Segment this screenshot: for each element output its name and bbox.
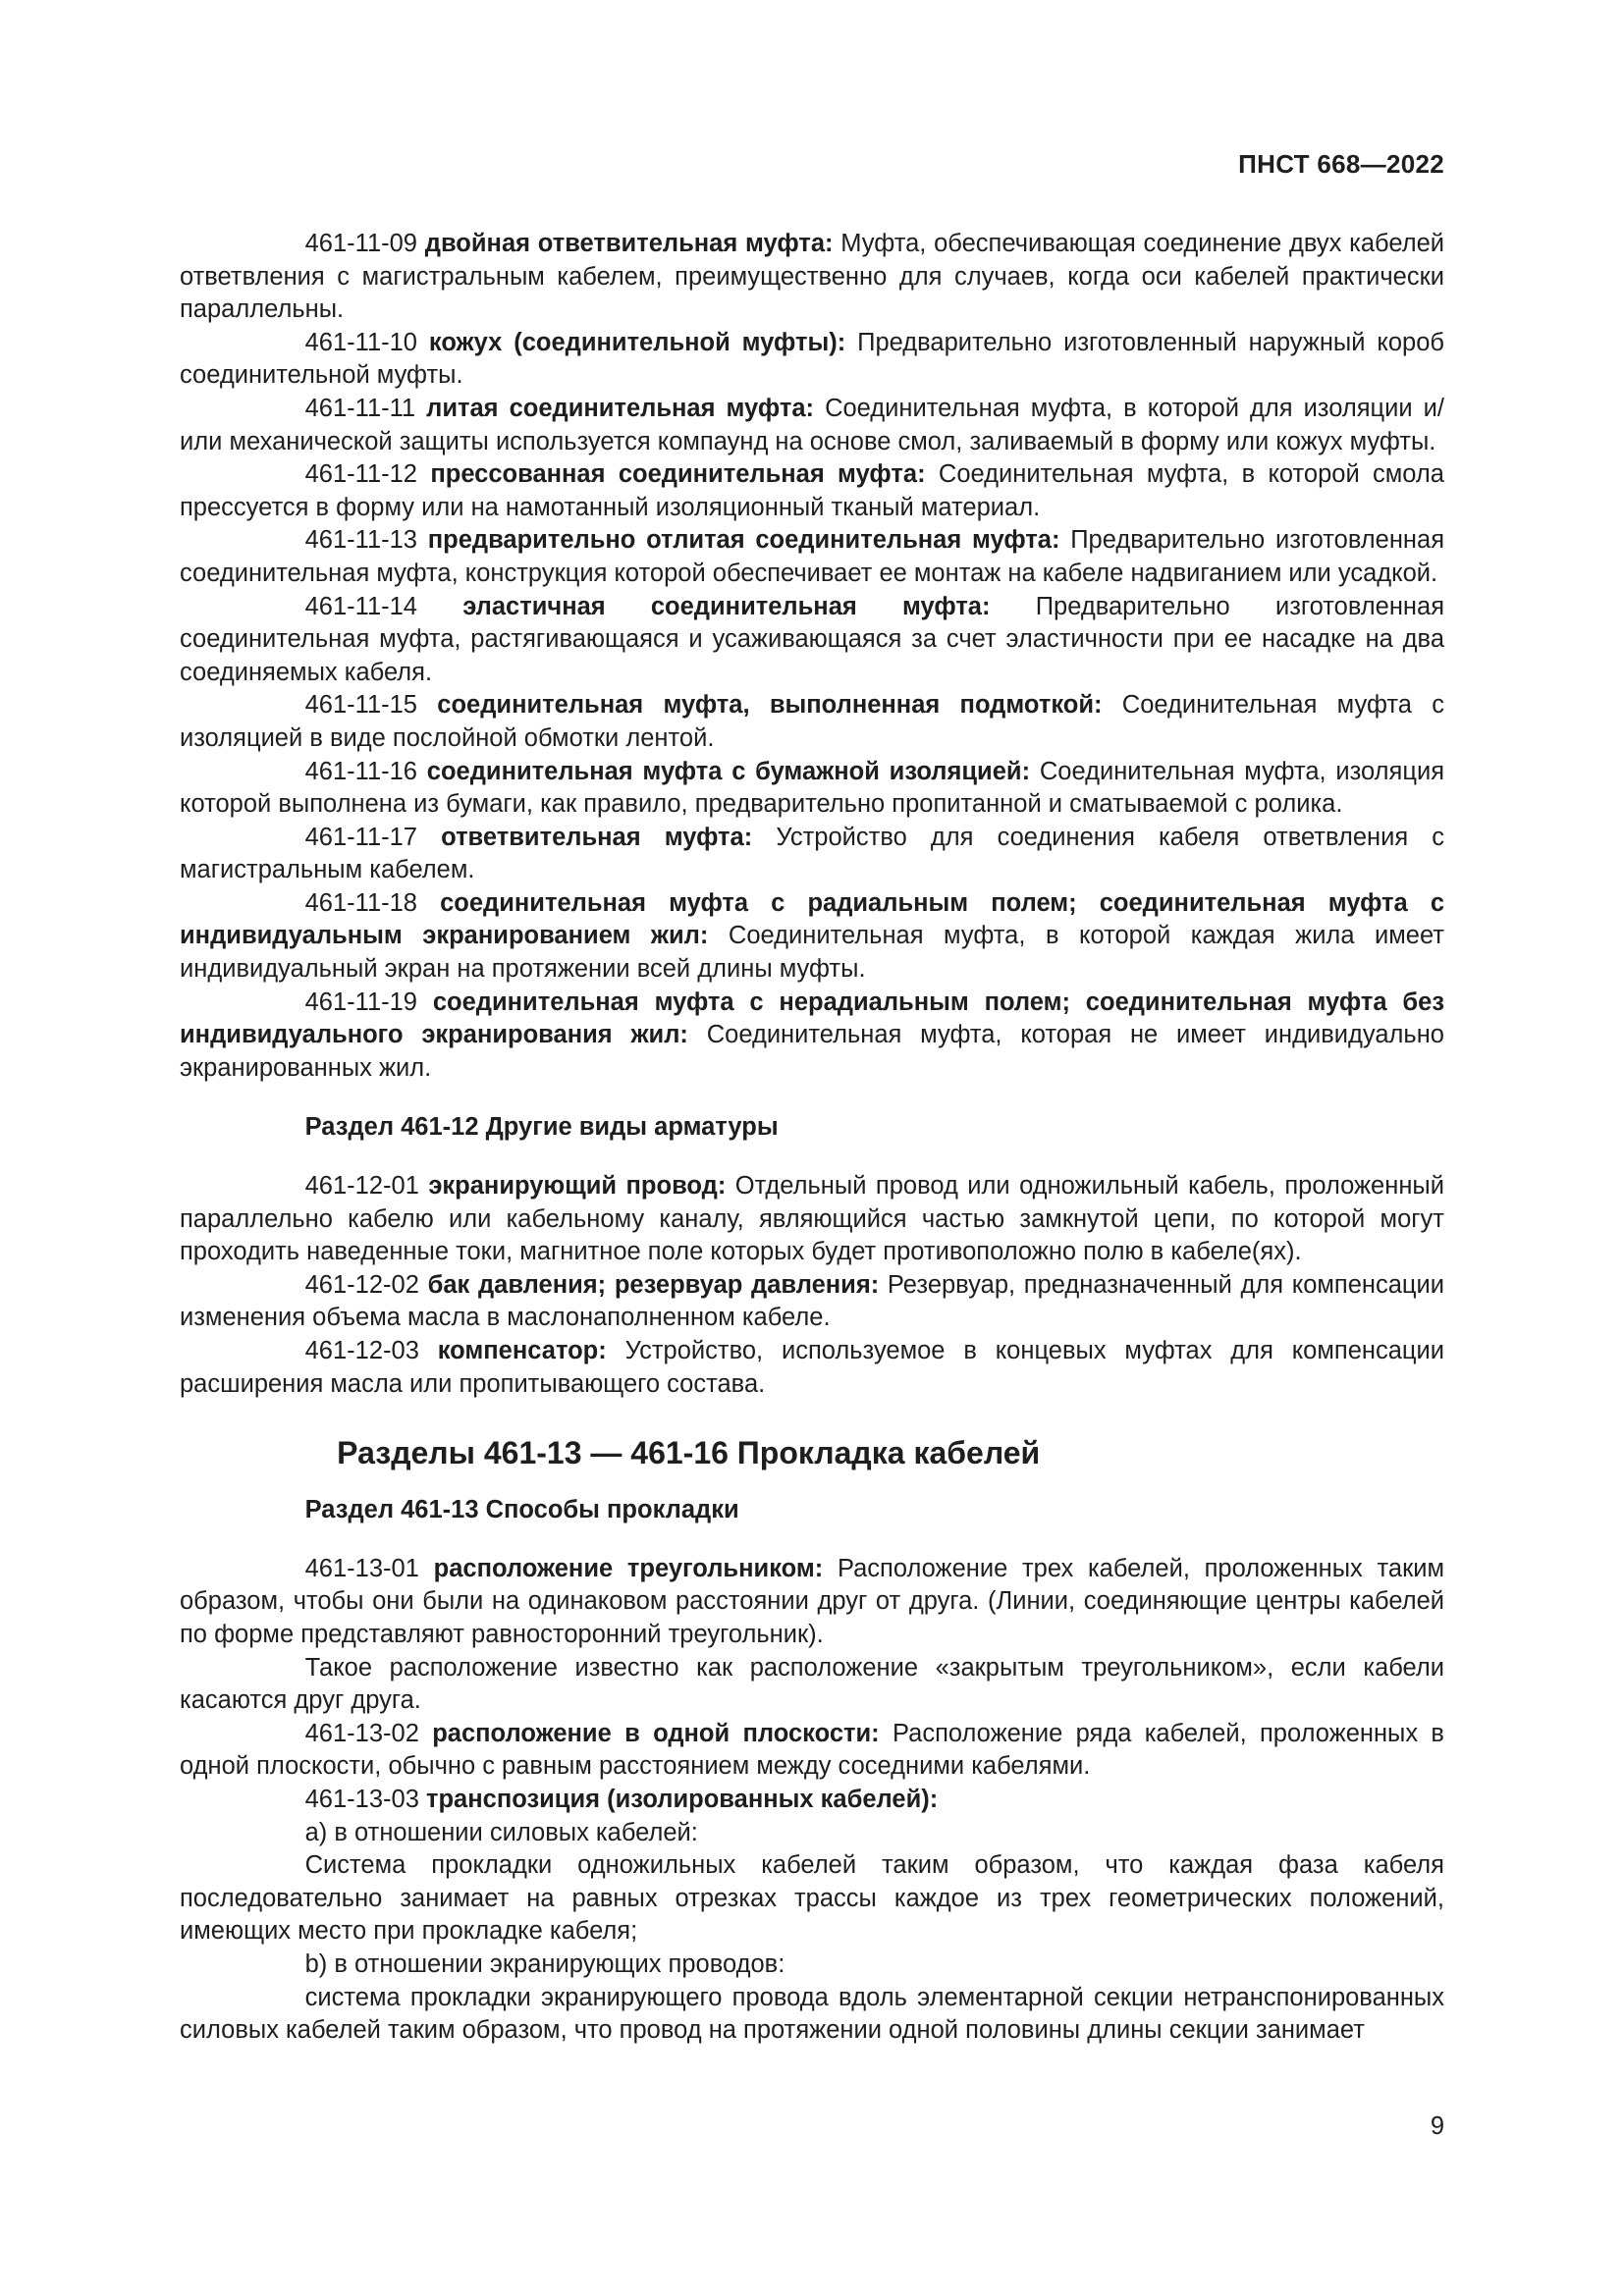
entry-number: 461-11-13 [304,526,417,555]
entry-number: 461-11-10 [304,328,417,356]
entry-term: эластичная соединительная муфта: [462,592,991,620]
entry-461-11-10 [180,327,1444,393]
subsection-heading-461-12: Раздел 461-12 Другие виды арматуры [304,1113,779,1142]
entry-number: 461-12-02 [304,1270,419,1299]
entry-term: транспозиция (изолированных кабелей): [425,1785,939,1813]
entry-definition: Расположение трех кабелей, проложенных таким образом, чтобы они были на одинаковом расстоянии друг от друга. (Линии, соединяющие центры кабелей по форме представляют равносторонний треугольник). [180,1554,1445,1648]
page-content [180,228,1444,2048]
entry-definition: Резервуар, предназначенный для компенсации изменения объема масла в маслонаполненном кабеле. [180,1270,1445,1332]
entry-definition: Предварительно изготовленная соединительная муфта, конструкция которой обеспечивает ее монтаж на кабеле надвиганием или усадкой. [180,526,1445,587]
entry-461-11-16 [180,756,1444,822]
entry-461-11-09 [180,228,1444,327]
entry-term: соединительная муфта, выполненная подмоткой: [437,691,1103,720]
entry-term: расположение в одной плоскости: [432,1719,880,1747]
entry-461-11-13 [180,524,1444,590]
list-item-b-label: b) в отношении экранирующих проводов: [304,1949,785,1978]
entry-term: предварительно отлитая соединительная муфта: [427,526,1060,555]
entry-definition: Соединительная муфта, в которой для изоляции и/или механической защиты используется компаунд на основе смол, заливаемый в форму или кожух муфты. [180,394,1444,455]
document-code: ПНСТ 668—2022 [1238,149,1444,179]
entry-term: литая соединительная муфта: [426,394,815,422]
entry-term: экранирующий провод: [428,1172,727,1201]
list-item-a-label: а) в отношении силовых кабелей: [304,1818,698,1846]
subsection-heading-461-13: Раздел 461-13 Способы прокладки [304,1496,739,1524]
entry-number: 461-12-01 [304,1172,419,1201]
entry-461-13-03 [180,1784,1444,1817]
entry-number: 461-13-02 [304,1719,419,1747]
entry-term: прессованная соединительная муфта: [430,460,926,489]
entry-term: соединительная муфта с бумажной изоляцией: [426,757,1031,785]
entry-461-11-11 [180,393,1444,458]
entry-number: 461-11-16 [304,757,417,785]
entry-461-12-03 [180,1335,1444,1401]
entry-number: 461-11-17 [304,823,417,851]
entry-461-11-18 [180,887,1444,987]
entry-461-11-17 [180,822,1444,887]
entry-number: 461-11-15 [304,691,417,720]
entry-term: двойная ответвительная муфта: [424,230,834,257]
entry-461-11-14 [180,591,1444,690]
entry-461-13-01 [180,1553,1444,1652]
entry-461-13-01-note: Такое расположение известно как расположение «закрытым треугольником», если кабели касаются друг друга. [180,1653,1444,1715]
entry-definition: Предварительно изготовленная соединительная муфта, растягивающаяся и усаживающаяся за счет эластичности при ее насадке на два соединяемых кабеля. [180,592,1444,686]
entry-number: 461-11-11 [304,394,416,422]
entry-term: расположение треугольником: [433,1554,824,1582]
entry-number: 461-11-19 [304,988,417,1016]
entry-term: бак давления; резервуар давления: [427,1270,880,1299]
entry-definition: Устройство, используемое в концевых муфтах для компенсации расширения масла или пропитывающего состава. [180,1337,1444,1398]
entry-number: 461-11-12 [304,460,417,489]
entry-definition: Соединительная муфта, которая не имеет индивидуально экранированных жил. [180,1021,1444,1082]
entry-definition: Соединительная муфта, в которой смола прессуется в форму или на намотанный изоляционный тканый материал. [180,460,1444,521]
entry-term: кожух (соединительной муфты): [428,328,846,356]
page-number: 9 [1430,2112,1444,2140]
entry-definition: Устройство для соединения кабеля ответвления с магистральным кабелем. [180,823,1445,884]
entry-number: 461-12-03 [304,1337,419,1364]
entry-461-11-15 [180,689,1444,755]
section-title: Разделы 461-13 — 461-16 Прокладка кабелей [337,1435,1041,1471]
entry-461-11-19 [180,987,1444,1086]
entry-number: 461-11-18 [304,888,417,917]
entry-definition: Муфта, обеспечивающая соединение двух кабелей ответвления с магистральным кабелем, преимущественно для случаев, когда оси кабелей практически параллельны. [180,230,1444,324]
entry-number: 461-11-09 [304,230,417,257]
list-item-a-text: Система прокладки одножильных кабелей таким образом, что каждая фаза кабеля последовательно занимает на равных отрезках трассы каждое из трех геометрических положений, имеющих место при прокладке кабеля; [180,1851,1444,1946]
entry-number: 461-13-03 [304,1785,419,1813]
list-item-b-text: система прокладки экранирующего провода вдоль элементарной секции нетранспонированных силовых кабелей таким образом, что провод на протяжении одной половины длины секции занимает [180,1983,1444,2045]
entry-number: 461-13-01 [304,1554,419,1582]
entry-definition: Расположение ряда кабелей, проложенных в одной плоскости, обычно с равным расстоянием между соседними кабелями. [180,1719,1444,1781]
entry-definition: Отдельный провод или одножильный кабель, проложенный параллельно кабелю или кабельному каналу, являющийся частью замкнутой цепи, по которой могут проходить наведенные токи, магнитное поле которых будет противоположно полю в кабеле(ях). [180,1172,1444,1266]
entry-461-11-12 [180,458,1444,524]
entry-461-13-02 [180,1718,1444,1784]
entry-term: ответвительная муфта: [441,823,753,851]
entry-definition: Предварительно изготовленный наружный короб соединительной муфты. [180,328,1444,390]
entry-definition: Соединительная муфта с изоляцией в виде послойной обмотки лентой. [180,691,1444,752]
entry-number: 461-11-14 [304,592,417,620]
entry-461-12-02 [180,1269,1444,1335]
entry-definition: Соединительная муфта, изоляция которой выполнена из бумаги, как правило, предварительно пропитанной и сматываемой с ролика. [180,757,1445,819]
entry-definition: Соединительная муфта, в которой каждая жила имеет индивидуальный экран на протяжении всей длины муфты. [180,922,1444,984]
entry-461-12-01 [180,1170,1444,1269]
entry-term: соединительная муфта с нерадиальным полем; соединительная муфта без индивидуального экранирования жил: [180,988,1444,1049]
entry-term: соединительная муфта с радиальным полем; соединительная муфта с индивидуальным экранированием жил: [180,888,1444,950]
entry-term: компенсатор: [437,1337,607,1364]
